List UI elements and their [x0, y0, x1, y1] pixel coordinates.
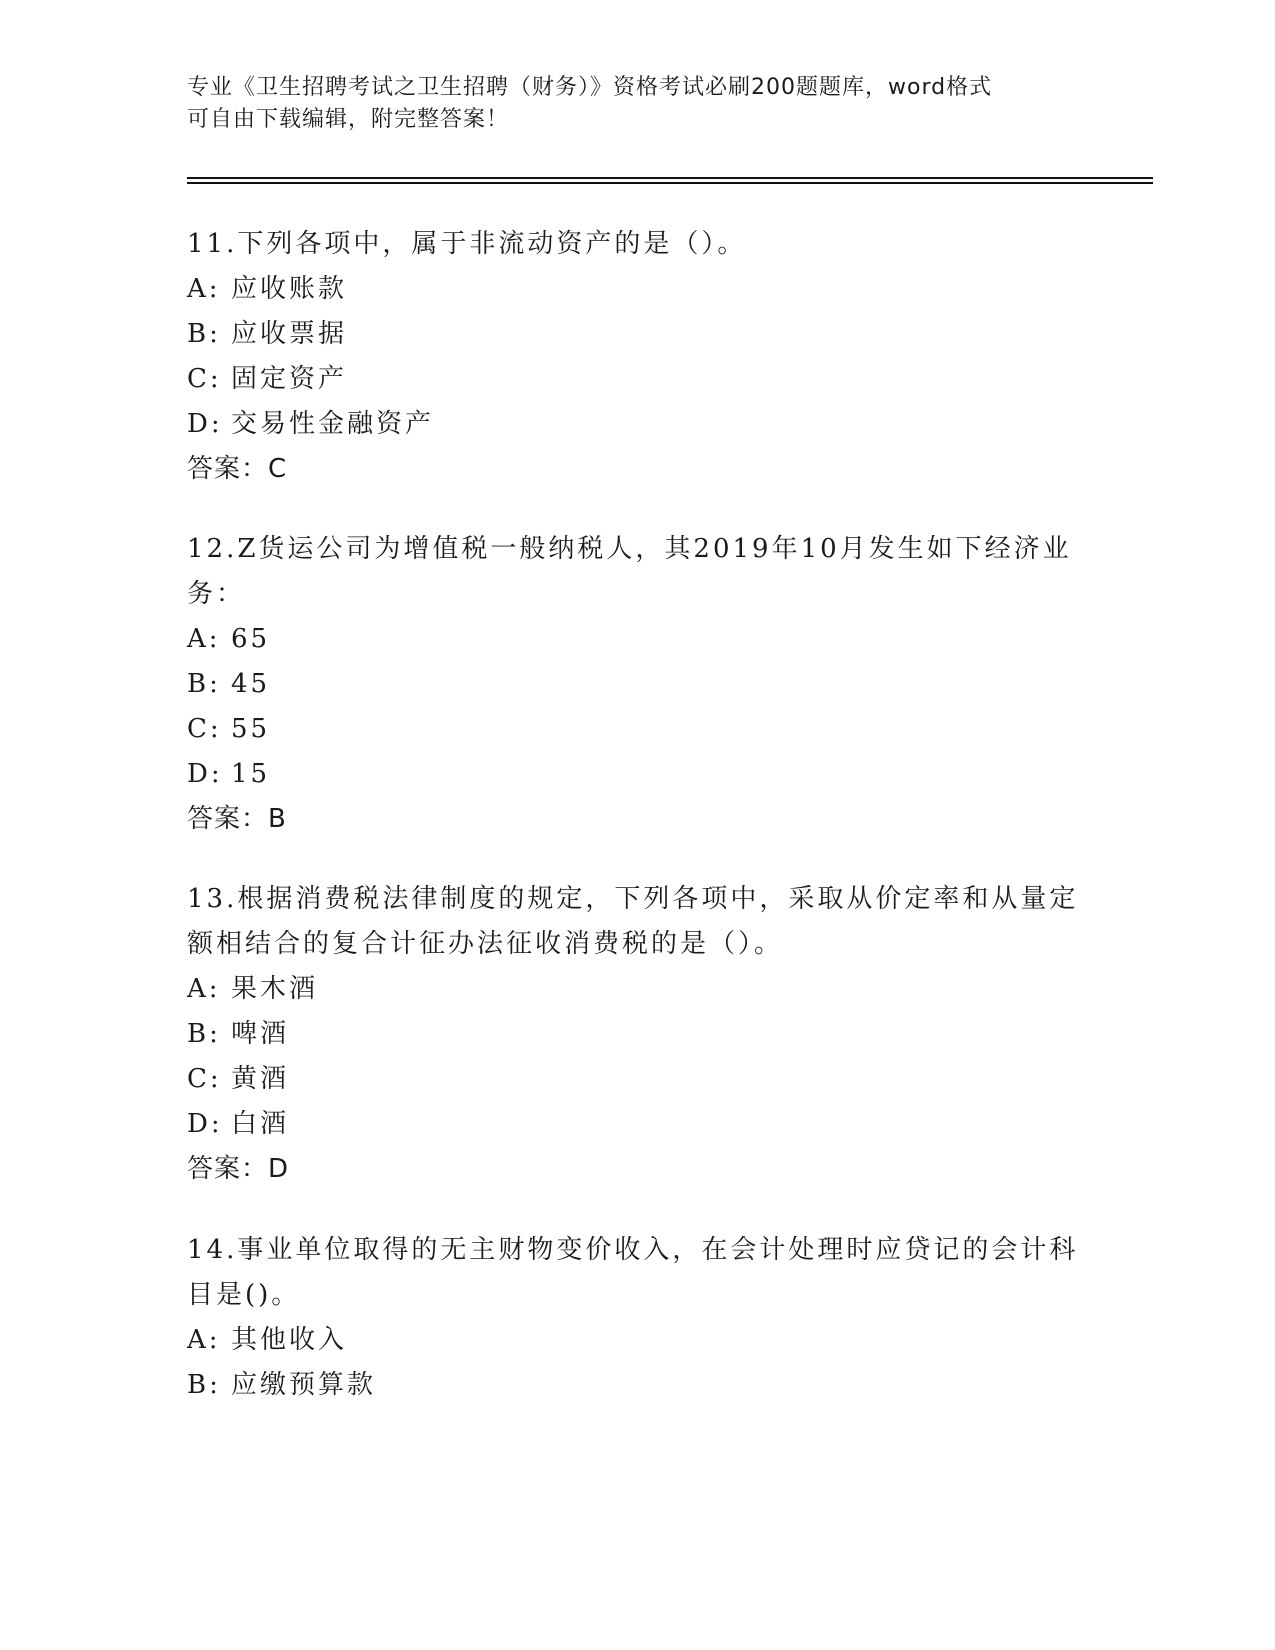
- option-b: [187, 1363, 1087, 1408]
- question-stem: [187, 877, 1087, 967]
- question-14: [187, 1228, 1087, 1408]
- option-label: B:: [187, 669, 221, 699]
- option-text: 黄酒: [231, 1064, 290, 1094]
- option-b: [187, 662, 1087, 707]
- option-text: 45: [231, 669, 271, 699]
- option-text: 65: [231, 624, 271, 654]
- option-label: A:: [187, 1325, 221, 1355]
- option-c: [187, 357, 1087, 402]
- stem-line: 11.下列各项中，属于非流动资产的是（）。: [187, 229, 747, 259]
- option-b: [187, 1012, 1087, 1057]
- option-b: [187, 312, 1087, 357]
- option-a: [187, 1318, 1087, 1363]
- option-label: C:: [187, 714, 222, 744]
- option-text: 啤酒: [231, 1019, 290, 1049]
- stem-line: 14.事业单位取得的无主财物变价收入，在会计处理时应贷记的会计科: [187, 1235, 1079, 1265]
- option-d: [187, 752, 1087, 797]
- option-a: [187, 617, 1087, 662]
- header-divider-top: [187, 177, 1153, 179]
- stem-line: 13.根据消费税法律制度的规定，下列各项中，采取从价定率和从量定: [187, 884, 1079, 914]
- option-a: [187, 267, 1087, 312]
- option-text: 55: [231, 714, 271, 744]
- option-c: [187, 1057, 1087, 1102]
- option-label: B:: [187, 1370, 221, 1400]
- option-text: 白酒: [231, 1109, 290, 1139]
- option-label: C:: [187, 1064, 222, 1094]
- option-text: 交易性金融资产: [231, 409, 435, 439]
- option-label: D:: [187, 1109, 223, 1139]
- option-a: [187, 967, 1087, 1012]
- option-text: 15: [231, 759, 271, 789]
- option-d: [187, 402, 1087, 447]
- question-11: [187, 222, 1087, 492]
- stem-line: 额相结合的复合计征办法征收消费税的是（）。: [187, 929, 784, 959]
- header-line-1: 专业《卫生招聘考试之卫生招聘（财务）》资格考试必刷200题题库，word格式: [187, 75, 993, 100]
- document-header: [187, 72, 1067, 136]
- option-text: 应收账款: [231, 274, 348, 304]
- option-label: A:: [187, 974, 221, 1004]
- question-13: [187, 877, 1087, 1192]
- stem-line: 目是()。: [187, 1280, 301, 1310]
- header-line-2: 可自由下载编辑，附完整答案！: [187, 107, 510, 132]
- option-label: C:: [187, 364, 222, 394]
- question-stem: [187, 527, 1087, 617]
- option-d: [187, 1102, 1087, 1147]
- question-12: [187, 527, 1087, 842]
- stem-line: 12.Z货运公司为增值税一般纳税人，其2019年10月发生如下经济业: [187, 534, 1072, 564]
- option-label: D:: [187, 409, 223, 439]
- option-text: 其他收入: [231, 1325, 348, 1355]
- option-text: 固定资产: [231, 364, 348, 394]
- option-label: A:: [187, 274, 221, 304]
- option-label: A:: [187, 624, 221, 654]
- option-label: B:: [187, 1019, 221, 1049]
- question-stem: [187, 222, 1087, 267]
- option-text: 应缴预算款: [231, 1370, 377, 1400]
- answer-line: 答案：B: [187, 804, 287, 834]
- header-divider-bottom: [187, 182, 1153, 184]
- option-text: 应收票据: [231, 319, 348, 349]
- option-text: 果木酒: [231, 974, 319, 1004]
- answer-line: 答案：C: [187, 454, 288, 484]
- option-label: B:: [187, 319, 221, 349]
- answer-line: 答案：D: [187, 1154, 290, 1184]
- stem-line: 务：: [187, 579, 246, 609]
- option-c: [187, 707, 1087, 752]
- question-stem: [187, 1228, 1087, 1318]
- option-label: D:: [187, 759, 223, 789]
